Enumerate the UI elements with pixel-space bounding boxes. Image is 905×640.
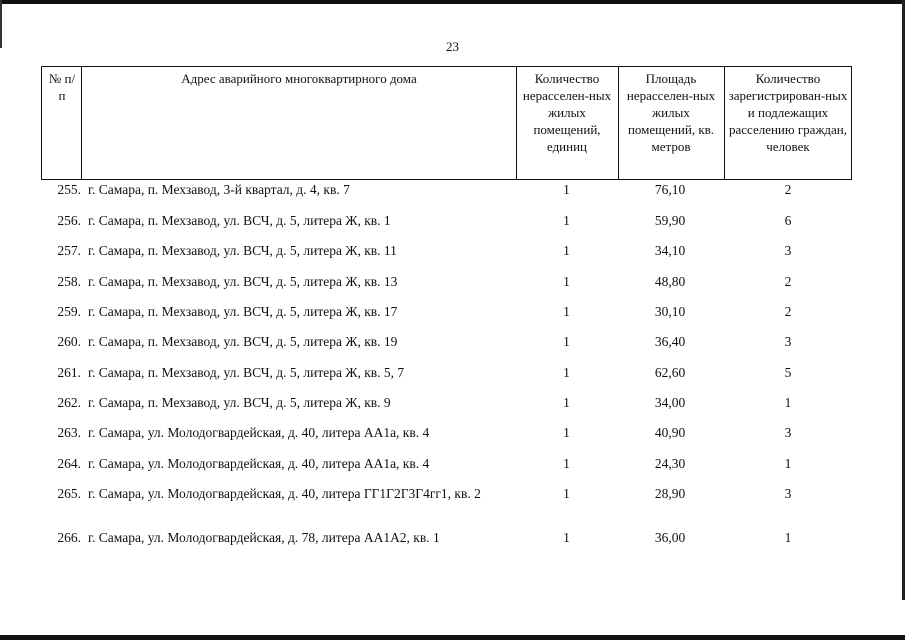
row-area: 59,90 <box>654 213 686 228</box>
row-address: г. Самара, п. Мехзавод, ул. ВСЧ, д. 5, литера Ж, кв. 1 <box>88 213 391 228</box>
row-people: 3 <box>784 486 792 501</box>
row-people: 5 <box>784 365 792 380</box>
row-people: 6 <box>784 213 792 228</box>
row-units: 1 <box>563 274 570 289</box>
scan-border-top <box>0 0 905 4</box>
row-units: 1 <box>563 530 570 545</box>
row-address: г. Самара, ул. Молодогвардейская, д. 40, литера АА1а, кв. 4 <box>88 425 430 440</box>
column-divider <box>516 67 517 179</box>
row-number: 264. <box>57 456 81 471</box>
header-address: Адрес аварийного многоквартирного дома <box>181 71 417 86</box>
header-area: Площадь нерасселен-ных жилых помещений, кв. метров <box>626 71 716 154</box>
row-number: 258. <box>57 274 81 289</box>
row-address: г. Самара, п. Мехзавод, ул. ВСЧ, д. 5, литера Ж, кв. 19 <box>88 334 398 349</box>
column-divider <box>724 67 725 179</box>
row-units: 1 <box>563 334 570 349</box>
row-units: 1 <box>563 456 570 471</box>
row-number: 263. <box>57 425 81 440</box>
row-people: 3 <box>784 243 792 258</box>
column-divider <box>618 67 619 179</box>
row-number: 259. <box>57 304 81 319</box>
row-number: 262. <box>57 395 81 410</box>
row-area: 24,30 <box>654 456 686 471</box>
row-area: 76,10 <box>654 182 686 197</box>
row-number: 256. <box>57 213 81 228</box>
row-address: г. Самара, п. Мехзавод, 3-й квартал, д. 4, кв. 7 <box>88 182 350 197</box>
row-units: 1 <box>563 182 570 197</box>
column-divider <box>81 67 82 179</box>
row-units: 1 <box>563 425 570 440</box>
row-area: 28,90 <box>654 486 686 501</box>
row-people: 1 <box>784 395 792 410</box>
row-people: 2 <box>784 274 792 289</box>
row-units: 1 <box>563 304 570 319</box>
row-address: г. Самара, п. Мехзавод, ул. ВСЧ, д. 5, литера Ж, кв. 13 <box>88 274 398 289</box>
row-number: 261. <box>57 365 81 380</box>
row-area: 62,60 <box>654 365 686 380</box>
row-units: 1 <box>563 365 570 380</box>
row-people: 1 <box>784 530 792 545</box>
header-people: Количество зарегистрирован-ных и подлежащих расселению граждан, человек <box>728 71 848 154</box>
row-units: 1 <box>563 243 570 258</box>
row-number: 266. <box>57 530 81 545</box>
row-address: г. Самара, ул. Молодогвардейская, д. 78, литера АА1А2, кв. 1 <box>88 530 440 545</box>
row-area: 34,00 <box>654 395 686 410</box>
row-address: г. Самара, п. Мехзавод, ул. ВСЧ, д. 5, литера Ж, кв. 9 <box>88 395 391 410</box>
row-units: 1 <box>563 486 570 501</box>
row-area: 48,80 <box>654 274 686 289</box>
row-number: 265. <box>57 486 81 501</box>
row-people: 2 <box>784 304 792 319</box>
row-people: 1 <box>784 456 792 471</box>
header-units: Количество нерасселен-ных жилых помещений, единиц <box>522 71 612 154</box>
row-area: 40,90 <box>654 425 686 440</box>
row-units: 1 <box>563 213 570 228</box>
row-address: г. Самара, ул. Молодогвардейская, д. 40, литера ГГ1Г2Г3Г4гг1, кв. 2 <box>88 486 481 501</box>
page-number: 23 <box>446 39 459 54</box>
row-area: 36,00 <box>654 530 686 545</box>
row-number: 255. <box>57 182 81 197</box>
row-people: 3 <box>784 334 792 349</box>
row-area: 30,10 <box>654 304 686 319</box>
row-people: 3 <box>784 425 792 440</box>
row-address: г. Самара, ул. Молодогвардейская, д. 40, литера АА1а, кв. 4 <box>88 456 430 471</box>
row-number: 260. <box>57 334 81 349</box>
row-area: 36,40 <box>654 334 686 349</box>
row-address: г. Самара, п. Мехзавод, ул. ВСЧ, д. 5, литера Ж, кв. 5, 7 <box>88 365 405 380</box>
row-people: 2 <box>784 182 792 197</box>
table-header <box>41 66 852 180</box>
row-address: г. Самара, п. Мехзавод, ул. ВСЧ, д. 5, литера Ж, кв. 11 <box>88 243 397 258</box>
row-address: г. Самара, п. Мехзавод, ул. ВСЧ, д. 5, литера Ж, кв. 17 <box>88 304 398 319</box>
header-num: № п/п <box>48 71 76 103</box>
row-units: 1 <box>563 395 570 410</box>
row-area: 34,10 <box>654 243 686 258</box>
row-number: 257. <box>57 243 81 258</box>
scan-border-bottom <box>0 635 905 640</box>
